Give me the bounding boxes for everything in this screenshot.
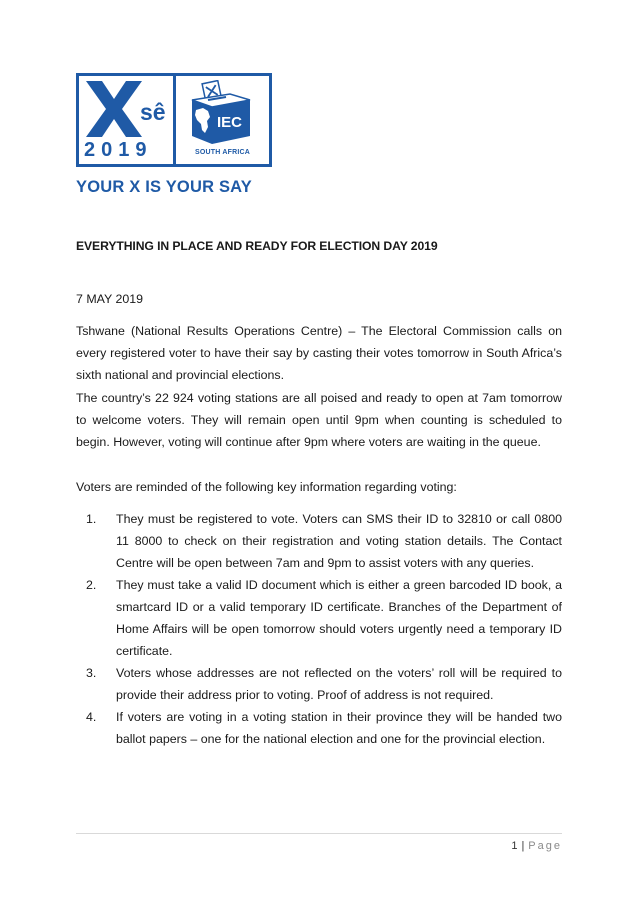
list-item-text: They must take a valid ID document which is either a green barcoded ID book, a smartcard ID or a valid temporary ID certificate. Branches of the Department of Home Affairs will be open tomorrow should voters urgently need a temporary ID certificate.: [116, 578, 562, 658]
list-item: [86, 662, 562, 706]
logo-year: 2019: [84, 139, 153, 161]
page-footer: [511, 840, 562, 852]
x-mark-icon: [84, 79, 144, 139]
footer-separator: |: [521, 840, 525, 852]
list-item-number: 2.: [86, 578, 97, 592]
list-item-number: 3.: [86, 666, 97, 680]
list-item-text: They must be registered to vote. Voters can SMS their ID to 32810 or call 0800 11 8000 to check on their registration and voting station details. The Contact Centre will be open between 7am and 9pm to assist voters with any queries.: [116, 512, 562, 570]
press-release-headline: EVERYTHING IN PLACE AND READY FOR ELECTION DAY 2019: [76, 239, 438, 253]
logo-right-panel: [176, 76, 269, 164]
key-information-list: [86, 508, 562, 750]
list-item: [86, 706, 562, 750]
logo-left-panel: [76, 73, 174, 167]
paragraph-voting-stations: The country’s 22 924 voting stations are all poised and ready to open at 7am tomorrow to welcome voters. They will remain open until 9pm when counting is scheduled to begin. However, voting will continue after 9pm where voters are waiting in the queue.: [76, 391, 562, 449]
page-number: 1: [511, 840, 518, 852]
ballot-box-africa-icon: [186, 80, 256, 146]
logo-se-text: sê: [140, 99, 166, 125]
page-label: Page: [528, 840, 562, 852]
list-item-text: Voters whose addresses are not reflected on the voters’ roll will be required to provide their address prior to voting. Proof of address is not required.: [116, 666, 562, 702]
release-date: 7 MAY 2019: [76, 292, 144, 306]
list-item-number: 1.: [86, 512, 97, 526]
list-item-number: 4.: [86, 710, 97, 724]
paragraph-key-info: Voters are reminded of the following key information regarding voting:: [76, 480, 457, 494]
list-item-text: If voters are voting in a voting station in their province they will be handed two ballot papers – one for the national election and one for the provincial election.: [116, 710, 562, 746]
logo-country: SOUTH AFRICA: [194, 149, 251, 156]
list-item: [86, 574, 562, 662]
paragraph-intro: Tshwane (National Results Operations Centre) – The Electoral Commission calls on every registered voter to have their say by casting their votes tomorrow in South Africa’s sixth national and provincial elections.: [76, 324, 562, 382]
list-item: [86, 508, 562, 574]
xse-2019-logo: [76, 73, 276, 205]
logo-tagline: YOUR X IS YOUR SAY: [76, 178, 252, 196]
iec-label: IEC: [217, 114, 243, 131]
footer-rule: [76, 833, 562, 834]
